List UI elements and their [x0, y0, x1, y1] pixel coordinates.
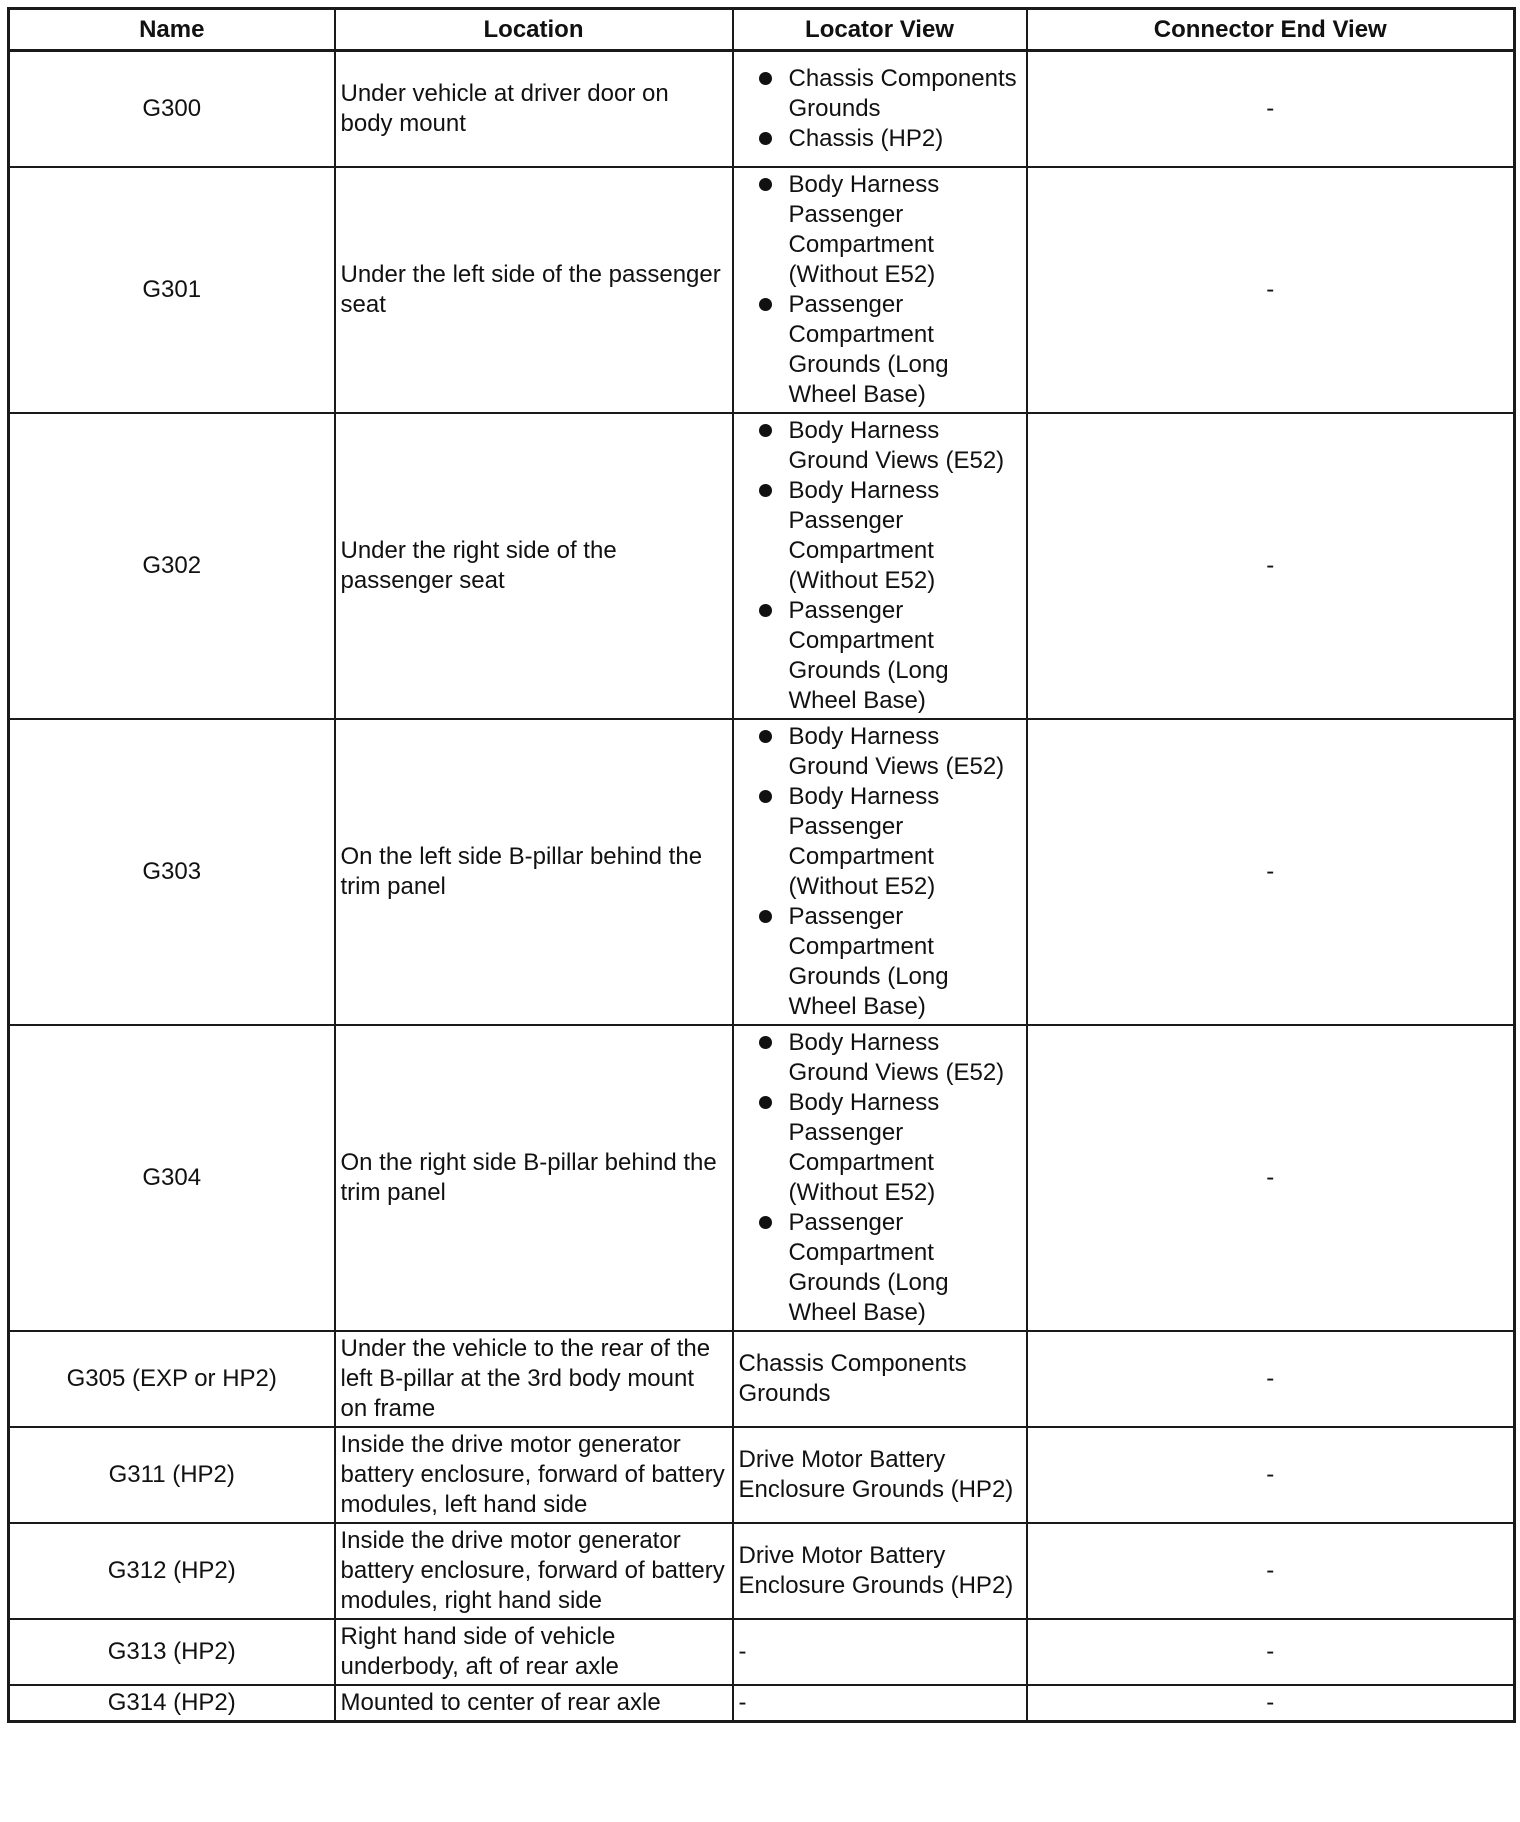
bullet-icon — [759, 72, 772, 85]
row-location: On the left side B-pillar behind the trim panel — [335, 719, 733, 1025]
header-connector-end-view: Connector End View — [1027, 9, 1515, 51]
row-connector-end-view: - — [1027, 167, 1515, 413]
row-name: G304 — [9, 1025, 335, 1331]
locator-view-link[interactable]: Body Harness Passenger Compartment (Without E52) — [788, 1088, 940, 1206]
locator-view-item — [739, 902, 1021, 1022]
row-location: On the right side B-pillar behind the trim panel — [335, 1025, 733, 1331]
row-connector-end-view: - — [1027, 1619, 1515, 1685]
bullet-icon — [759, 1096, 772, 1109]
locator-view-item — [739, 722, 1021, 782]
row-locator-view — [733, 413, 1027, 719]
ground-locations-table — [7, 7, 1516, 1723]
row-locator-view[interactable]: Drive Motor Battery Enclosure Grounds (HP2) — [733, 1523, 1027, 1619]
row-name: G303 — [9, 719, 335, 1025]
row-connector-end-view: - — [1027, 719, 1515, 1025]
row-locator-view: - — [733, 1619, 1027, 1685]
locator-view-list — [739, 64, 1021, 154]
row-location: Mounted to center of rear axle — [335, 1685, 733, 1722]
row-name: G300 — [9, 51, 335, 167]
row-name: G314 (HP2) — [9, 1685, 335, 1722]
bullet-icon — [759, 604, 772, 617]
table-row — [9, 1523, 1515, 1619]
table-row — [9, 167, 1515, 413]
locator-view-item — [739, 290, 1021, 410]
locator-view-link[interactable]: Passenger Compartment Grounds (Long Wheel Base) — [788, 902, 949, 1020]
row-name: G305 (EXP or HP2) — [9, 1331, 335, 1427]
locator-view-list — [739, 722, 1021, 1022]
locator-view-item — [739, 782, 1021, 902]
locator-view-item — [739, 476, 1021, 596]
row-locator-view — [733, 719, 1027, 1025]
locator-view-item — [739, 596, 1021, 716]
row-connector-end-view: - — [1027, 1427, 1515, 1523]
locator-view-link[interactable]: Passenger Compartment Grounds (Long Wheel Base) — [788, 290, 949, 408]
locator-view-list — [739, 416, 1021, 716]
locator-view-link[interactable]: Chassis Components Grounds — [788, 64, 1017, 122]
row-name: G302 — [9, 413, 335, 719]
row-connector-end-view: - — [1027, 413, 1515, 719]
row-locator-view — [733, 167, 1027, 413]
locator-view-item — [739, 416, 1021, 476]
row-location: Right hand side of vehicle underbody, aft of rear axle — [335, 1619, 733, 1685]
bullet-icon — [759, 1036, 772, 1049]
row-location: Inside the drive motor generator battery enclosure, forward of battery modules, right hand side — [335, 1523, 733, 1619]
row-location: Under vehicle at driver door on body mount — [335, 51, 733, 167]
locator-view-link[interactable]: Passenger Compartment Grounds (Long Wheel Base) — [788, 596, 949, 714]
header-location: Location — [335, 9, 733, 51]
table-row — [9, 1331, 1515, 1427]
table-row — [9, 413, 1515, 719]
locator-view-item — [739, 1208, 1021, 1328]
locator-view-item — [739, 124, 1021, 154]
row-locator-view — [733, 51, 1027, 167]
table-row — [9, 1685, 1515, 1722]
row-locator-view — [733, 1025, 1027, 1331]
locator-view-list — [739, 1028, 1021, 1328]
locator-view-link[interactable]: Body Harness Ground Views (E52) — [788, 722, 1005, 780]
row-connector-end-view: - — [1027, 1685, 1515, 1722]
bullet-icon — [759, 178, 772, 191]
table-row — [9, 1619, 1515, 1685]
bullet-icon — [759, 424, 772, 437]
row-connector-end-view: - — [1027, 1523, 1515, 1619]
locator-view-link[interactable]: Body Harness Ground Views (E52) — [788, 416, 1005, 474]
row-name: G301 — [9, 167, 335, 413]
locator-view-item — [739, 170, 1021, 290]
table-row — [9, 1025, 1515, 1331]
table-row — [9, 1427, 1515, 1523]
bullet-icon — [759, 910, 772, 923]
row-connector-end-view: - — [1027, 1025, 1515, 1331]
row-name: G312 (HP2) — [9, 1523, 335, 1619]
bullet-icon — [759, 298, 772, 311]
row-name: G313 (HP2) — [9, 1619, 335, 1685]
row-locator-view: - — [733, 1685, 1027, 1722]
row-location: Under the right side of the passenger seat — [335, 413, 733, 719]
locator-view-link[interactable]: Body Harness Passenger Compartment (Without E52) — [788, 170, 940, 288]
locator-view-link[interactable]: Passenger Compartment Grounds (Long Wheel Base) — [788, 1208, 949, 1326]
locator-view-item — [739, 1088, 1021, 1208]
bullet-icon — [759, 790, 772, 803]
bullet-icon — [759, 730, 772, 743]
table-row — [9, 719, 1515, 1025]
row-name: G311 (HP2) — [9, 1427, 335, 1523]
table-row — [9, 51, 1515, 167]
locator-view-link[interactable]: Body Harness Passenger Compartment (Without E52) — [788, 476, 940, 594]
locator-view-item — [739, 1028, 1021, 1088]
locator-view-link[interactable]: Body Harness Ground Views (E52) — [788, 1028, 1005, 1086]
row-locator-view[interactable]: Chassis Components Grounds — [733, 1331, 1027, 1427]
header-locator-view: Locator View — [733, 9, 1027, 51]
bullet-icon — [759, 132, 772, 145]
locator-view-link[interactable]: Body Harness Passenger Compartment (Without E52) — [788, 782, 940, 900]
bullet-icon — [759, 484, 772, 497]
locator-view-item — [739, 64, 1021, 124]
row-location: Inside the drive motor generator battery enclosure, forward of battery modules, left hand side — [335, 1427, 733, 1523]
row-location: Under the vehicle to the rear of the left B-pillar at the 3rd body mount on frame — [335, 1331, 733, 1427]
row-location: Under the left side of the passenger seat — [335, 167, 733, 413]
bullet-icon — [759, 1216, 772, 1229]
row-locator-view[interactable]: Drive Motor Battery Enclosure Grounds (HP2) — [733, 1427, 1027, 1523]
row-connector-end-view: - — [1027, 51, 1515, 167]
row-connector-end-view: - — [1027, 1331, 1515, 1427]
locator-view-link[interactable]: Chassis (HP2) — [788, 124, 944, 152]
header-row — [9, 9, 1515, 51]
locator-view-list — [739, 170, 1021, 410]
header-name: Name — [9, 9, 335, 51]
